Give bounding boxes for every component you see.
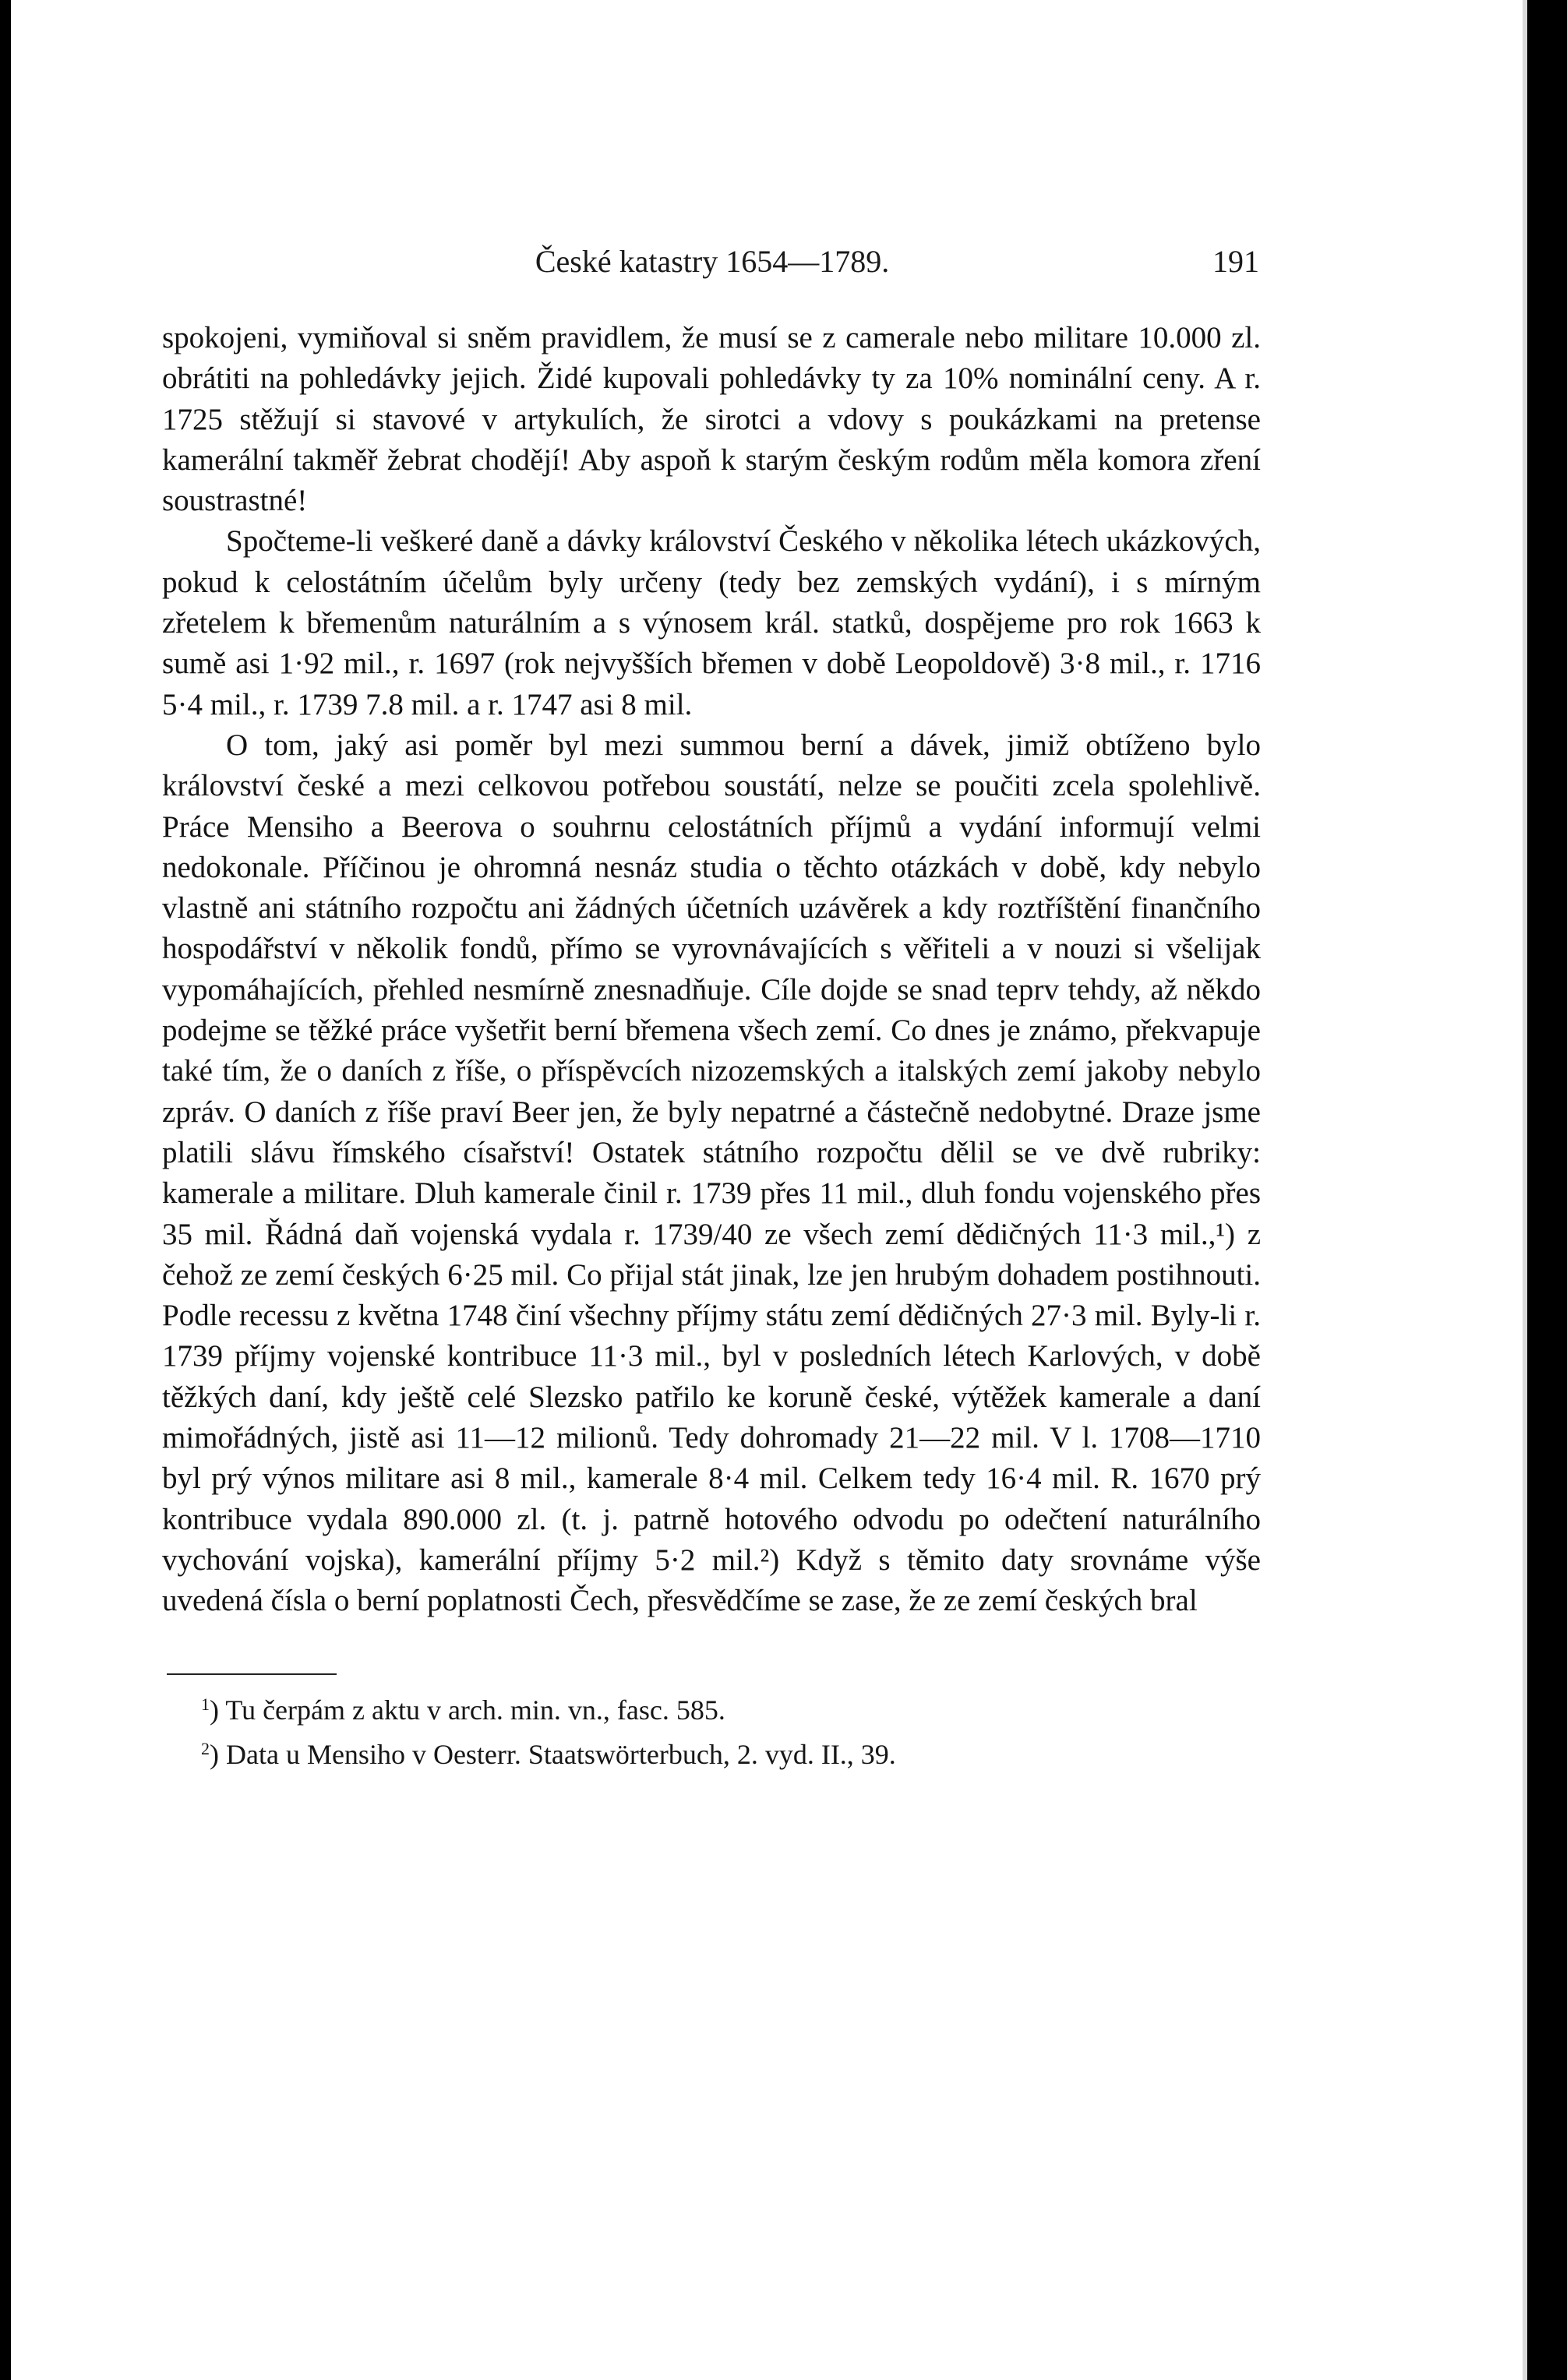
body-text: [162, 318, 1261, 1622]
running-header: [165, 243, 1259, 290]
footnote: [201, 1729, 1261, 1774]
scan-border: [1527, 0, 1567, 2380]
footnote-text: ) Tu čerpám z aktu v arch. min. vn., fasc. 585.: [210, 1694, 725, 1726]
paragraph: O tom, jaký asi poměr byl mezi summou berní a dávek, jimiž obtíženo bylo království české a mezi celkovou potřebou soustátí, nelze se poučiti zcela spolehlivě. Práce Mensiho a Beerova o souhrnu celostátních příjmů a vydání informují velmi nedokonale. Příčinou je ohromná nesnáz studia o těchto otázkách v době, kdy nebylo vlastně ani státního rozpočtu ani žádných účetních uzávěrek a kdy roztříštění finančního hospodářství v několik fondů, přímo se vyrovnávajících s věřiteli a v nouzi si všelijak vypomáhajících, přehled nesmírně znesnadňuje. Cíle dojde se snad teprv tehdy, až někdo podejme se těžké práce vyšetřit berní břemena všech zemí. Co dnes je známo, překvapuje také tím, že o daních z říše, o příspěvcích nizozemských a italských zemí jakoby nebylo zpráv. O daních z říše praví Beer jen, že byly nepatrné a částečně nedobytné. Draze jsme platili slávu římského císařství! Ostatek státního rozpočtu dělil se ve dvě rubriky: kamerale a militare. Dluh kamerale činil r. 1739 přes 11 mil., dluh fondu vojenského přes 35 mil. Řádná daň vojenská vydala r. 1739/40 ze všech zemí dědičných 11·3 mil.,¹) z čehož ze zemí českých 6·25 mil. Co přijal stát jinak, lze jen hrubým dohadem postihnouti. Podle recessu z května 1748 činí všechny příjmy státu zemí dědičných 27·3 mil. Byly-li r. 1739 příjmy vojenské kontribuce 11·3 mil., byl v posledních létech Karlových, v době těžkých daní, kdy ještě celé Slezsko patřilo ke koruně české, výtěžek kamerale a daní mimořádných, jistě asi 11—12 milionů. Tedy dohromady 21—22 mil. V l. 1708—1710 byl prý výnos militare asi 8 mil., kamerale 8·4 mil. Celkem tedy 16·4 mil. R. 1670 prý kontribuce vydala 890.000 zl. (t. j. patrně hotového odvodu po odečtení naturálního vychování vojska), kamerální příjmy 5·2 mil.²) Když s těmito daty srovnáme výše uvedená čísla o berní poplatnosti Čech, přesvědčíme se zase, že ze zemí českých bral: [162, 728, 1261, 1618]
paragraph: Spočteme-li veškeré daně a dávky království Českého v několika létech ukázkových, pokud k celostátním účelům byly určeny (tedy bez zemských vydání), i s mírným zřetelem k břemenům naturálním a s výnosem král. statků, dospějeme pro rok 1663 k sumě asi 1·92 mil., r. 1697 (rok nejvyšších břemen v době Leopoldově) 3·8 mil., r. 1716 5·4 mil., r. 1739 7.8 mil. a r. 1747 asi 8 mil.: [162, 524, 1261, 721]
footnote-marker: 2: [201, 1739, 210, 1758]
header-title: České katastry 1654—1789.: [535, 244, 890, 279]
paragraph: spokojeni, vymiňoval si sněm pravidlem, že musí se z camerale nebo militare 10.000 zl. obrátiti na pohledávky jejich. Židé kupovali pohledávky ty za 10% nominální ceny. A r. 1725 stěžují si stavové v artykulích, že sirotci a vdovy s poukázkami na pretense kamerální takměř žebrat chodějí! Aby aspoň k starým českým rodům měla komora zření soustrastné!: [162, 321, 1261, 518]
footnote: [201, 1685, 1261, 1729]
footnote-text: ) Data u Mensiho v Oesterr. Staatswörterbuch, 2. vyd. II., 39.: [210, 1739, 896, 1770]
page-number: 191: [1212, 244, 1259, 279]
footnote-rule: [167, 1673, 337, 1675]
footnote-marker: 1: [201, 1694, 210, 1714]
footnotes: [201, 1685, 1261, 1774]
